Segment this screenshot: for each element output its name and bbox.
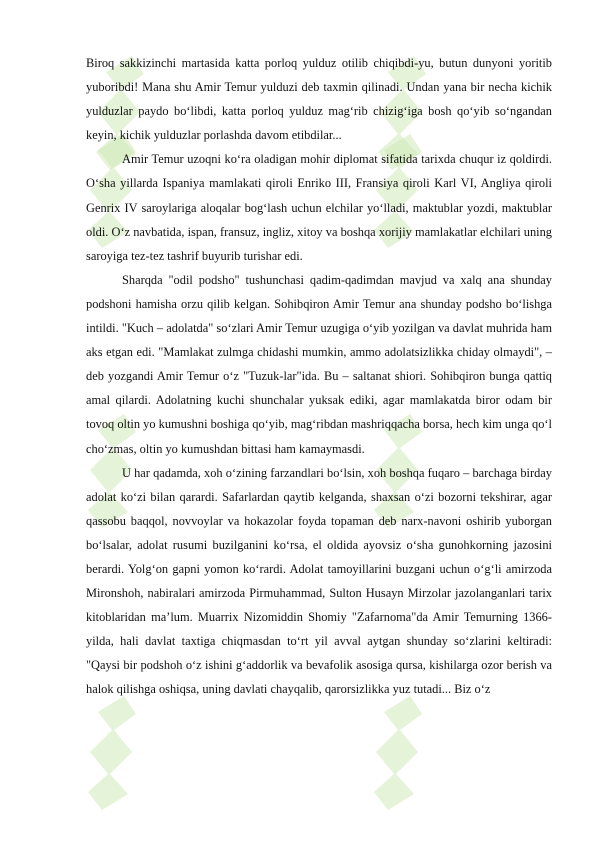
paragraph-just-ruler: Sharqda "odil podsho" tushunchasi qadim-qadimdan mavjud va xalq ana shunday podshoni hamisha orzu qilib kelgan. Sohibqiron Amir Temur ana shunday podsho bo‘lishga intildi. "Kuch – adolatda" so‘zlari Amir Temur uzugiga o‘yib yozilgan va davlat muhrida ham aks etgan edi. "Mamlakat zulmga chidashi mumkin, ammo adolatsizlikka chiday olmaydi", – deb yozgandi Amir Temur o‘z "Tuzuk-lar"ida. Bu – saltanat shiori. Sohibqiron bunga qattiq amal qilardi. Adolatning kuchi shunchalar yuksak ediki, agar mamlakatda biror odam bir tovoq oltin yo kumushni boshiga qo‘yib, mag‘ribdan mashriqqacha borsa, hech kim unga qo‘l cho‘zmas, oltin yo kumushdan bittasi ham kamaymasdi. [86,272,552,456]
paragraph-diplomacy: Amir Temur uzoqni ko‘ra oladigan mohir diplomat sifatida tarixda chuqur iz qoldirdi. O‘sha yillarda Ispaniya mamlakati qiroli Enriko III, Fransiya qiroli Karl VI, Angliya qiroli Genrix IV saroylariga aloqalar bog‘lash uchun elchilar yo‘lladi, maktublar yozdi, maktublar oldi. O‘z navbatida, ispan, fransuz, ingliz, xitoy va boshqa xorijiy mamlakatlar elchilari uning saroyiga tez-tez tashrif buyurib turishar edi. [86,152,552,263]
paragraph-justice: U har qadamda, xoh o‘zining farzandlari bo‘lsin, xoh boshqa fuqaro – barchaga birday adolat ko‘zi bilan qarardi. Safarlardan qaytib kelganda, shaxsan o‘zi bozorni tekshirar, agar qassobu baqqol, novvoylar va hokazolar foyda topaman deb narx-navoni oshirib yuborgan bo‘lsalar, adolat rusumi buzilganini ko‘rsa, el oldida ayovsiz o‘sha gunohkorning jazosini berardi. Yolg‘on gapni yomon ko‘rardi. Adolat tamoyillarini buzgani uchun o‘g‘li amirzoda Mironshoh, nabiralari amirzoda Pirmuhammad, Sulton Husayn Mirzolar jazolanganlari tarix kitoblaridan ma’lum. Muarrix Nizomiddin Shomiy "Zafarnoma"da Amir Temurning 1366-yilda, hali davlat taxtiga chiqmasdan to‘rt yil avval aytgan shunday so‘zlarini keltiradi: "Qaysi bir podshoh o‘z ishini g‘addorlik va bevafolik asosiga qursa, kishilarga ozor berish va halok qilishga oshiqsa, uning davlati chayqalib, qarorsizlikka yuz tutadi... Biz o‘z [86,465,552,697]
body-text [86,51,552,702]
paragraph-intro: Biroq sakkizinchi martasida katta porloq yulduz otilib chiqibdi-yu, butun dunyoni yoritib yuboribdi! Mana shu Amir Temur yulduzi deb taxmin qilinadi. Undan yana bir necha kichik yulduzlar paydo bo‘libdi, katta porloq yulduz mag‘rib chizig‘iga bosh qo‘yib so‘ngandan keyin, kichik yulduzlar porlashda davom etibdilar... [86,56,552,143]
watermark-logo-icon [80,690,142,814]
watermark-logo-icon [366,690,428,814]
